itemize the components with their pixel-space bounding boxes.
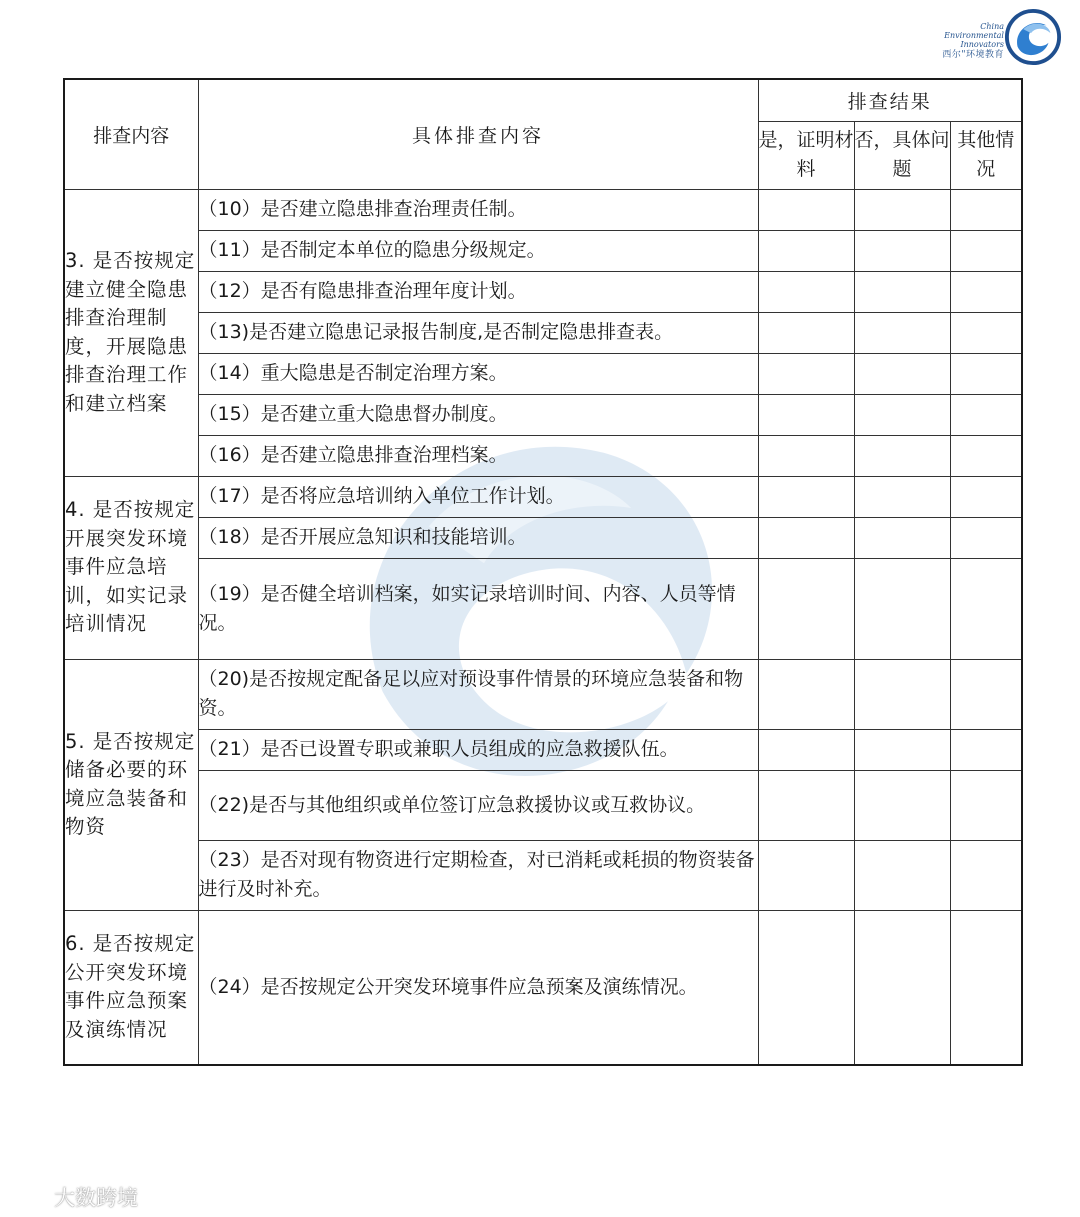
- result-other-cell[interactable]: [950, 189, 1022, 230]
- logo: [918, 8, 1068, 68]
- category-cell: 3. 是否按规定建立健全隐患排查治理制度，开展隐患排查治理工作和建立档案: [64, 189, 198, 476]
- result-no-cell[interactable]: [854, 476, 950, 517]
- result-no-cell[interactable]: [854, 312, 950, 353]
- logo-line-4: 西尔"环境教育: [942, 50, 1004, 60]
- result-other-cell[interactable]: [950, 230, 1022, 271]
- result-yes-cell[interactable]: [758, 517, 854, 558]
- result-yes-cell[interactable]: [758, 189, 854, 230]
- result-other-cell[interactable]: [950, 558, 1022, 659]
- result-yes-cell[interactable]: [758, 770, 854, 840]
- result-no-cell[interactable]: [854, 271, 950, 312]
- logo-line-1: China: [980, 22, 1004, 31]
- result-yes-cell[interactable]: [758, 312, 854, 353]
- result-other-cell[interactable]: [950, 312, 1022, 353]
- result-other-cell[interactable]: [950, 729, 1022, 770]
- inspection-table: [63, 78, 1023, 1066]
- item-cell: （15）是否建立重大隐患督办制度。: [198, 394, 758, 435]
- category-cell: 6. 是否按规定公开突发环境事件应急预案及演练情况: [64, 910, 198, 1065]
- result-yes-cell[interactable]: [758, 729, 854, 770]
- item-cell: （24）是否按规定公开突发环境事件应急预案及演练情况。: [198, 910, 758, 1065]
- result-yes-cell[interactable]: [758, 271, 854, 312]
- category-cell: 5. 是否按规定储备必要的环境应急装备和物资: [64, 659, 198, 910]
- result-no-cell[interactable]: [854, 840, 950, 910]
- item-cell: （21）是否已设置专职或兼职人员组成的应急救援队伍。: [198, 729, 758, 770]
- item-cell: （10）是否建立隐患排查治理责任制。: [198, 189, 758, 230]
- result-other-cell[interactable]: [950, 271, 1022, 312]
- result-yes-cell[interactable]: [758, 558, 854, 659]
- result-no-cell[interactable]: [854, 517, 950, 558]
- result-no-cell[interactable]: [854, 435, 950, 476]
- header-other: 其他情况: [950, 121, 1022, 189]
- result-other-cell[interactable]: [950, 394, 1022, 435]
- header-result: 排查结果: [758, 79, 1022, 121]
- header-category: 排查内容: [64, 79, 198, 189]
- result-yes-cell[interactable]: [758, 476, 854, 517]
- result-yes-cell[interactable]: [758, 840, 854, 910]
- item-cell: （13)是否建立隐患记录报告制度,是否制定隐患排查表。: [198, 312, 758, 353]
- item-cell: （11）是否制定本单位的隐患分级规定。: [198, 230, 758, 271]
- logo-line-2: Environmental: [944, 31, 1004, 40]
- result-no-cell[interactable]: [854, 659, 950, 729]
- result-no-cell[interactable]: [854, 353, 950, 394]
- result-yes-cell[interactable]: [758, 910, 854, 1065]
- result-other-cell[interactable]: [950, 435, 1022, 476]
- result-other-cell[interactable]: [950, 476, 1022, 517]
- result-other-cell[interactable]: [950, 517, 1022, 558]
- item-cell: （17）是否将应急培训纳入单位工作计划。: [198, 476, 758, 517]
- item-cell: （14）重大隐患是否制定治理方案。: [198, 353, 758, 394]
- header-detail: 具体排查内容: [198, 79, 758, 189]
- result-no-cell[interactable]: [854, 770, 950, 840]
- logo-swirl-icon: [1004, 8, 1062, 66]
- result-other-cell[interactable]: [950, 910, 1022, 1065]
- result-yes-cell[interactable]: [758, 230, 854, 271]
- item-cell: （20)是否按规定配备足以应对预设事件情景的环境应急装备和物资。: [198, 659, 758, 729]
- source-watermark-badge: [8, 1180, 138, 1214]
- item-cell: （16）是否建立隐患排查治理档案。: [198, 435, 758, 476]
- brand-mark-icon: [8, 1184, 48, 1210]
- header-no: 否，具体问题: [854, 121, 950, 189]
- result-yes-cell[interactable]: [758, 659, 854, 729]
- item-cell: （12）是否有隐患排查治理年度计划。: [198, 271, 758, 312]
- header-yes: 是，证明材料: [758, 121, 854, 189]
- result-other-cell[interactable]: [950, 770, 1022, 840]
- result-no-cell[interactable]: [854, 394, 950, 435]
- item-cell: （18）是否开展应急知识和技能培训。: [198, 517, 758, 558]
- result-no-cell[interactable]: [854, 230, 950, 271]
- result-yes-cell[interactable]: [758, 394, 854, 435]
- result-other-cell[interactable]: [950, 840, 1022, 910]
- result-no-cell[interactable]: [854, 189, 950, 230]
- result-no-cell[interactable]: [854, 729, 950, 770]
- result-no-cell[interactable]: [854, 558, 950, 659]
- logo-text: [918, 22, 1004, 60]
- result-other-cell[interactable]: [950, 353, 1022, 394]
- result-other-cell[interactable]: [950, 659, 1022, 729]
- item-cell: （23）是否对现有物资进行定期检查，对已消耗或耗损的物资装备进行及时补充。: [198, 840, 758, 910]
- badge-text: 大数跨境: [54, 1186, 138, 1210]
- item-cell: （22)是否与其他组织或单位签订应急救援协议或互救协议。: [198, 770, 758, 840]
- category-cell: 4. 是否按规定开展突发环境事件应急培训，如实记录培训情况: [64, 476, 198, 659]
- result-no-cell[interactable]: [854, 910, 950, 1065]
- result-yes-cell[interactable]: [758, 435, 854, 476]
- logo-line-3: Innovators: [960, 40, 1004, 49]
- result-yes-cell[interactable]: [758, 353, 854, 394]
- item-cell: （19）是否健全培训档案，如实记录培训时间、内容、人员等情况。: [198, 558, 758, 659]
